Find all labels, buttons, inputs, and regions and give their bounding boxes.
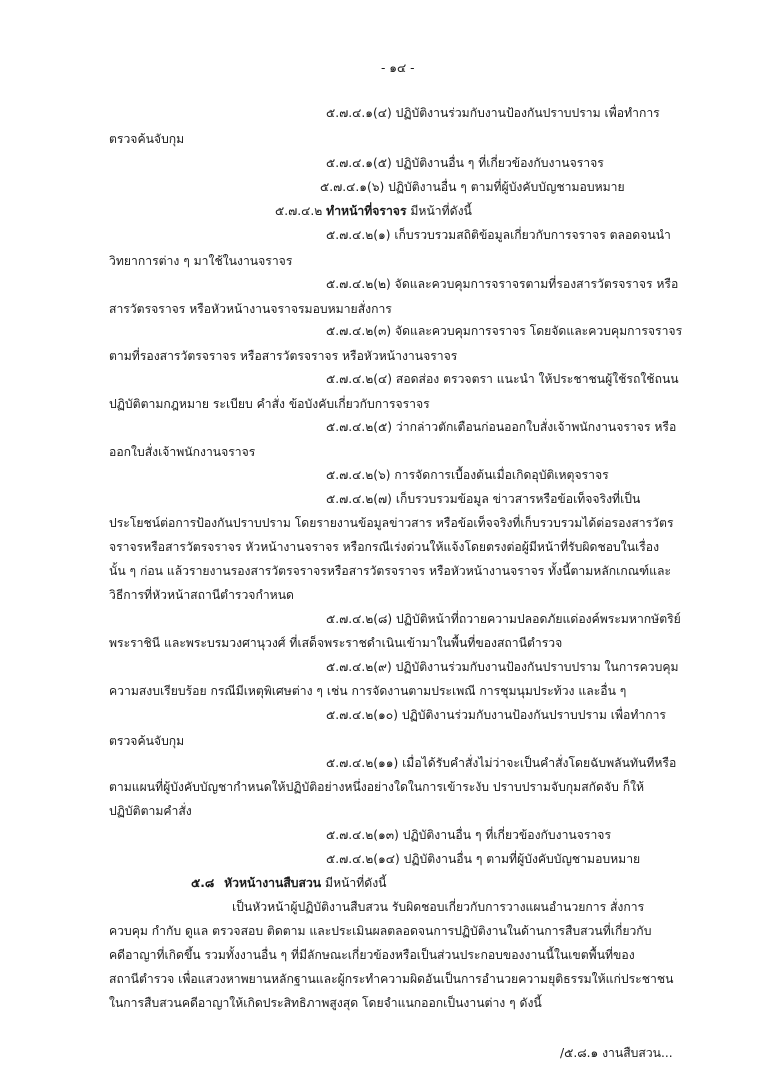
text-line: ๕.๗.๔.๒(๖) การจัดการเบื้องต้นเมื่อเกิดอุบัติเหตุจราจร	[326, 468, 609, 482]
text-line: ในการสืบสวนคดีอาญาให้เกิดประสิทธิภาพสูงสุด โดยจำแนกออกเป็นงานต่าง ๆ ดังนี้	[109, 996, 542, 1010]
text-line: ๕.๗.๔.๒(๑๔) ปฏิบัติงานอื่น ๆ ตามที่ผู้บังคับบัญชามอบหมาย	[326, 852, 641, 866]
text-line: ตรวจค้นจับกุม	[109, 132, 185, 146]
section-heading: ๕.๗.๔.๒ ทำหน้าที่จราจร มีหน้าที่ดังนี้	[275, 204, 472, 218]
text-line: ๕.๗.๔.๒(๑๓) ปฏิบัติงานอื่น ๆ ที่เกี่ยวข้องกับงานจราจร	[326, 828, 611, 842]
text-line: ๕.๗.๔.๒(๔) สอดส่อง ตรวจตรา แนะนำ ให้ประชาชนผู้ใช้รถใช้ถนน	[326, 372, 679, 386]
text-line: ตามแผนที่ผู้บังคับบัญชากำหนดให้ปฏิบัติอย่างหนึ่งอย่างใดในการเข้าระงับ ปราบปรามจับกุมสกัดจับ ก็ให้	[109, 780, 645, 794]
text-line: ๕.๗.๔.๑(๔) ปฏิบัติงานร่วมกับงานป้องกันปราบปราม เพื่อทำการ	[326, 106, 660, 120]
text-line: ความสงบเรียบร้อย กรณีมีเหตุพิเศษต่าง ๆ เช่น การจัดงานตามประเพณี การชุมนุมประท้วง และอื่น ๆ	[109, 684, 627, 698]
heading-suffix: มีหน้าที่ดังนี้	[410, 204, 472, 218]
heading-title: หัวหน้างานสืบสวน	[224, 876, 322, 890]
text-line: ปฏิบัติตามกฎหมาย ระเบียบ คำสั่ง ข้อบังคับเกี่ยวกับการจราจร	[109, 397, 430, 411]
text-line: ๕.๗.๔.๒(๕) ว่ากล่าวตักเตือนก่อนออกใบสั่งเจ้าพนักงานจราจร หรือ	[326, 420, 677, 434]
text-line: ๕.๗.๔.๒(๑) เก็บรวบรวมสถิติข้อมูลเกี่ยวกับการจราจร ตลอดจนนำ	[326, 228, 671, 242]
text-line: ๕.๗.๔.๒(๙) ปฏิบัติงานร่วมกับงานป้องกันปราบปราม ในการควบคุม	[326, 660, 679, 674]
text-line: ๕.๗.๔.๑(๖) ปฏิบัติงานอื่น ๆ ตามที่ผู้บังคับบัญชามอบหมาย	[320, 180, 625, 194]
continuation-note: /๕.๘.๑ งานสืบสวน...	[560, 1046, 673, 1060]
text-line: ๕.๗.๔.๒(๑๐) ปฏิบัติงานร่วมกับงานป้องกันปราบปราม เพื่อทำการ	[326, 708, 666, 722]
text-line: ปฏิบัติตามคำสั่ง	[109, 804, 192, 818]
heading-suffix: มีหน้าที่ดังนี้	[325, 876, 387, 890]
text-line: ๕.๗.๔.๒(๗) เก็บรวบรวมข้อมูล ข่าวสารหรือข้อเท็จจริงที่เป็น	[326, 492, 641, 506]
text-line: วิทยาการต่าง ๆ มาใช้ในงานจราจร	[109, 254, 293, 268]
heading-title: ทำหน้าที่จราจร	[326, 204, 407, 218]
text-line: ๕.๗.๔.๒(๘) ปฏิบัติหน้าที่ถวายความปลอดภัยแด่องค์พระมหากษัตริย์	[326, 612, 681, 626]
text-line: ตามที่รองสารวัตรจราจร หรือสารวัตรจราจร หรือหัวหน้างานจราจร	[109, 349, 458, 363]
section-heading: ๕.๘ หัวหน้างานสืบสวน มีหน้าที่ดังนี้	[191, 876, 387, 890]
text-line: ประโยชน์ต่อการป้องกันปราบปราม โดยรายงานข้อมูลข่าวสาร หรือข้อเท็จจริงที่เก็บรวบรวมได้ต่อรองสารวัตร	[109, 516, 674, 530]
page-number: - ๑๔ -	[381, 61, 415, 75]
text-line: วิธีการที่หัวหน้าสถานีตำรวจกำหนด	[109, 588, 294, 602]
text-line: ๕.๗.๔.๑(๕) ปฏิบัติงานอื่น ๆ ที่เกี่ยวข้องกับงานจราจร	[326, 156, 604, 170]
text-line: สารวัตรจราจร หรือหัวหน้างานจราจรมอบหมายสั่งการ	[109, 302, 392, 316]
text-line: นั้น ๆ ก่อน แล้วรายงานรองสารวัตรจราจรหรือสารวัตรจราจร หรือหัวหน้างานจราจร ทั้งนี้ตามหลักเกณฑ์และ	[109, 564, 672, 578]
text-line: จราจรหรือสารวัตรจราจร หัวหน้างานจราจร หรือกรณีเร่งด่วนให้แจ้งโดยตรงต่อผู้มีหน้าที่รับผิดชอบในเรื่อง	[109, 540, 660, 554]
text-line: ควบคุม กำกับ ดูแล ตรวจสอบ ติดตาม และประเมินผลตลอดจนการปฏิบัติงานในด้านการสืบสวนที่เกี่ยวกับ	[109, 924, 652, 938]
text-line: เป็นหัวหน้าผู้ปฏิบัติงานสืบสวน รับผิดชอบเกี่ยวกับการวางแผนอำนวยการ สั่งการ	[232, 900, 645, 914]
text-line: ตรวจค้นจับกุม	[109, 734, 185, 748]
text-line: ๕.๗.๔.๒(๒) จัดและควบคุมการจราจรตามที่รองสารวัตรจราจร หรือ	[326, 277, 679, 291]
text-line: พระราชินี และพระบรมวงศานุวงศ์ ที่เสด็จพระราชดำเนินเข้ามาในพื้นที่ของสถานีตำรวจ	[109, 636, 563, 650]
text-line: ๕.๗.๔.๒(๑๑) เมื่อได้รับคำสั่งไม่ว่าจะเป็นคำสั่งโดยฉับพลันทันทีหรือ	[326, 756, 677, 770]
text-line: ออกใบสั่งเจ้าพนักงานจราจร	[109, 445, 256, 459]
text-line: คดีอาญาที่เกิดขึ้น รวมทั้งงานอื่น ๆ ที่มีลักษณะเกี่ยวข้องหรือเป็นส่วนประกอบของงานนี้ในเขตพื้นที่ของ	[109, 948, 635, 962]
text-line: ๕.๗.๔.๒(๓) จัดและควบคุมการจราจร โดยจัดและควบคุมการจราจร	[326, 324, 683, 338]
text-line: สถานีตำรวจ เพื่อแสวงหาพยานหลักฐานและผู้กระทำความผิดอันเป็นการอำนวยความยุติธรรมให้แก่ประชาชน	[109, 972, 674, 986]
